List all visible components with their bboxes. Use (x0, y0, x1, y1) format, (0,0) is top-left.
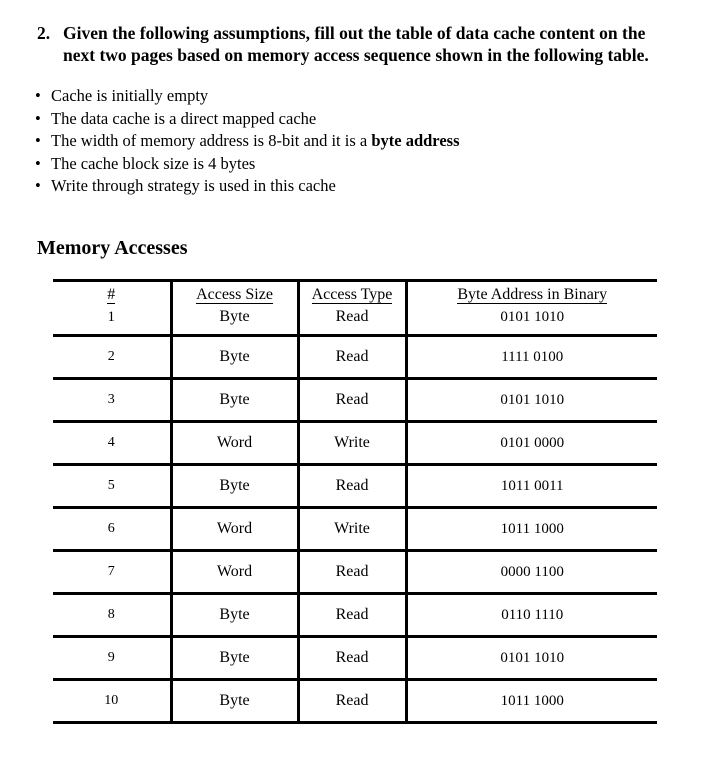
cell-access-type: Read (298, 465, 406, 508)
table-row (53, 551, 657, 594)
question-line-2: next two pages based on memory access sequence shown in the following table. (63, 45, 649, 65)
bullet-icon: • (35, 153, 41, 173)
cell-byte-address: 0101 1010 (406, 637, 657, 680)
assumption-text: The data cache is a direct mapped cache (51, 108, 317, 128)
assumption-text: Write through strategy is used in this cache (51, 176, 336, 195)
assumption-item (33, 130, 460, 153)
header-access-size: Access Size (171, 281, 298, 307)
cell-number: 3 (53, 379, 171, 422)
cell-byte-address: 1011 1000 (406, 680, 657, 723)
assumptions-list (33, 85, 460, 198)
bullet-icon: • (35, 108, 41, 128)
question-line-1: Given the following assumptions, fill out the table of data cache content on the (63, 23, 646, 43)
assumption-bold-text: byte address (371, 131, 460, 150)
table-header-row (53, 281, 657, 307)
bullet-icon: • (35, 86, 41, 105)
bullet-icon: • (35, 176, 41, 195)
cell-number: 8 (53, 594, 171, 637)
cell-number: 4 (53, 422, 171, 465)
cell-access-size: Byte (171, 306, 298, 336)
cell-byte-address: 1011 0011 (406, 465, 657, 508)
cell-access-size: Byte (171, 637, 298, 680)
cell-access-type: Read (298, 551, 406, 594)
header-access-type: Access Type (298, 281, 406, 307)
cell-byte-address: 0101 1010 (406, 379, 657, 422)
header-byte-address: Byte Address in Binary (406, 281, 657, 307)
cell-access-type: Read (298, 379, 406, 422)
cell-byte-address: 0101 0000 (406, 422, 657, 465)
cell-number: 10 (53, 680, 171, 723)
cell-access-size: Byte (171, 594, 298, 637)
table-row (53, 508, 657, 551)
table-row (53, 465, 657, 508)
cell-access-type: Write (298, 508, 406, 551)
cell-access-type: Write (298, 422, 406, 465)
cell-number: 9 (53, 637, 171, 680)
bullet-icon: • (35, 131, 41, 150)
cell-byte-address: 1111 0100 (406, 336, 657, 379)
question-text (37, 22, 677, 66)
cell-byte-address: 1011 1000 (406, 508, 657, 551)
section-title: Memory Accesses (37, 237, 188, 259)
cell-number: 1 (53, 306, 171, 336)
assumption-item (33, 85, 460, 108)
table-row (53, 379, 657, 422)
cell-access-size: Word (171, 508, 298, 551)
cell-byte-address: 0000 1100 (406, 551, 657, 594)
assumption-text: Cache is initially empty (51, 86, 209, 105)
cell-access-size: Byte (171, 336, 298, 379)
cell-access-size: Byte (171, 379, 298, 422)
assumption-item (33, 153, 460, 176)
header-number: # (53, 281, 171, 307)
assumption-item (33, 175, 460, 198)
cell-access-type: Read (298, 306, 406, 336)
assumption-text: The cache block size is 4 bytes (51, 153, 256, 173)
cell-access-type: Read (298, 336, 406, 379)
table-row (53, 306, 657, 336)
cell-number: 2 (53, 336, 171, 379)
question-number: 2. (37, 23, 51, 43)
cell-number: 5 (53, 465, 171, 508)
memory-accesses-table (53, 279, 657, 724)
table-row (53, 594, 657, 637)
cell-number: 6 (53, 508, 171, 551)
cell-access-size: Byte (171, 465, 298, 508)
table-row (53, 336, 657, 379)
assumption-item (33, 108, 460, 131)
cell-access-type: Read (298, 680, 406, 723)
assumption-text: The width of memory address is 8-bit and it is a (51, 131, 372, 150)
cell-byte-address: 0110 1110 (406, 594, 657, 637)
table-row (53, 680, 657, 723)
table-row (53, 637, 657, 680)
cell-byte-address: 0101 1010 (406, 306, 657, 336)
cell-access-size: Word (171, 422, 298, 465)
cell-access-size: Byte (171, 680, 298, 723)
cell-access-type: Read (298, 594, 406, 637)
table-row (53, 422, 657, 465)
cell-access-size: Word (171, 551, 298, 594)
cell-access-type: Read (298, 637, 406, 680)
cell-number: 7 (53, 551, 171, 594)
